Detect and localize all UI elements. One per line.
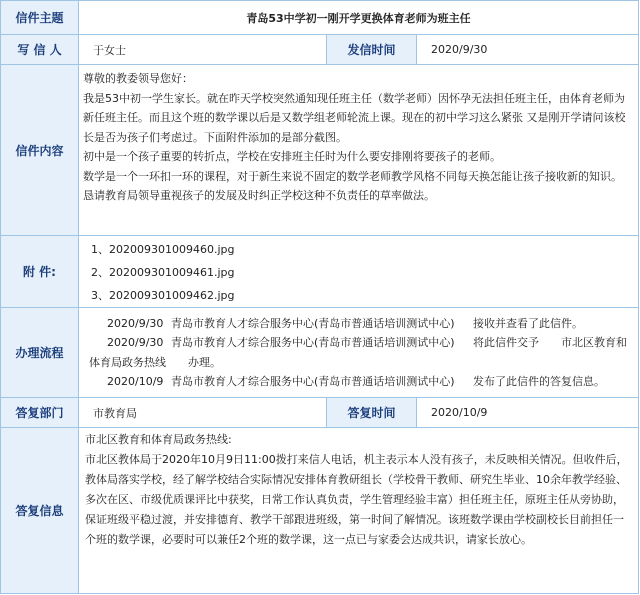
attachments-label: 附 件: [1,236,79,308]
process-date: 2020/9/30 [107,316,164,330]
attachment-link[interactable]: 2、202009301009461.jpg [91,266,235,279]
content-paragraph: 我是53中初一学生家长。就在昨天学校突然通知现任班主任（数学老师）因怀孕无法担任班主任，由体育老师为新任班主任。而且这个班的数学课以后是又数学组老师轮流上课。现在的初中学习这么紧张 又是刚开学请问该校长是否为孩子们考虑过。下面附件添加的是部分截图。 [83,91,626,144]
reply-time-value: 2020/10/9 [417,398,639,428]
reply-content [79,428,639,594]
attachment-link[interactable]: 1、202009301009460.jpg [91,243,235,256]
process-list [79,308,639,398]
content-row [1,65,639,236]
content-paragraph: 尊敬的教委领导您好： [83,72,193,85]
process-entry [89,333,634,353]
process-org: 青岛市教育人才综合服务中心(青岛市普通话培训测试中心) [171,336,455,349]
process-org: 青岛市教育人才综合服务中心(青岛市普通话培训测试中心) [171,375,455,388]
letter-subject: 青岛53中学初一刚开学更换体育老师为班主任 [79,1,639,35]
content-paragraph: 恳请教育局领导重视孩子的发展及时纠正学校这种不负责任的草率做法。 [83,189,435,202]
writer-value: 于女士 [79,35,327,65]
send-time-label: 发信时间 [327,35,417,65]
process-action: 将此信件交予 市北区教育和 [473,336,627,349]
process-action: 发布了此信件的答复信息。 [473,375,605,388]
content-paragraph: 初中是一个孩子重要的转折点，学校在安排班主任时为什么要安排刚将要孩子的老师。 [83,150,501,163]
process-entry [89,372,634,392]
send-time-value: 2020/9/30 [417,35,639,65]
reply-paragraph: 市北区教体局于2020年10月9日11:00拨打来信人电话，机主表示本人没有孩子，未反映相关情况。但收件后，教体局落实学校，经了解学校结合实际情况安排体育教研组长（学校骨干教师、研究生毕业、10余年教学经验、多次在区、市级优质课评比中获奖，日常工作认真负责，学生管理经验丰富）担任班主任，原班主任从旁协助，保证班级平稳过渡，并安排德育、教学干部跟进班级，第一时间了解情况。该班数学课由学校副校长目前担任一个班的数学课，必要时可以兼任2个班的数学课，这一点已与家委会达成共识，请家长放心。 [85,453,628,546]
process-entry [89,314,634,334]
subject-row [1,1,639,35]
process-entry-continued: 体育局政务热线 办理。 [89,355,221,369]
content-label: 信件内容 [1,65,79,236]
reply-info-label: 答复信息 [1,428,79,594]
attachment-link[interactable]: 3、202009301009462.jpg [91,289,235,302]
reply-row [1,428,639,594]
reply-time-label: 答复时间 [327,398,417,428]
reply-header-row [1,398,639,428]
process-action: 接收并查看了此信件。 [473,316,583,330]
letter-content [79,65,639,236]
reply-paragraph: 市北区教育和体育局政务热线: [85,433,232,446]
process-date: 2020/9/30 [107,336,164,349]
reply-dept-label: 答复部门 [1,398,79,428]
writer-label: 写 信 人 [1,35,79,65]
content-paragraph: 数学是一个一环扣一环的课程，对于新生来说不固定的数学老师教学风格不同每天换怎能让孩子接收新的知识。 [83,169,622,183]
attachments-row [1,236,639,308]
process-date: 2020/10/9 [107,375,164,388]
attachments-list [79,236,639,308]
process-label: 办理流程 [1,308,79,398]
process-row [1,308,639,398]
process-org: 青岛市教育人才综合服务中心(青岛市普通话培训测试中心) [171,316,455,330]
subject-label: 信件主题 [1,1,79,35]
reply-dept-value: 市教育局 [79,398,327,428]
writer-row [1,35,639,65]
